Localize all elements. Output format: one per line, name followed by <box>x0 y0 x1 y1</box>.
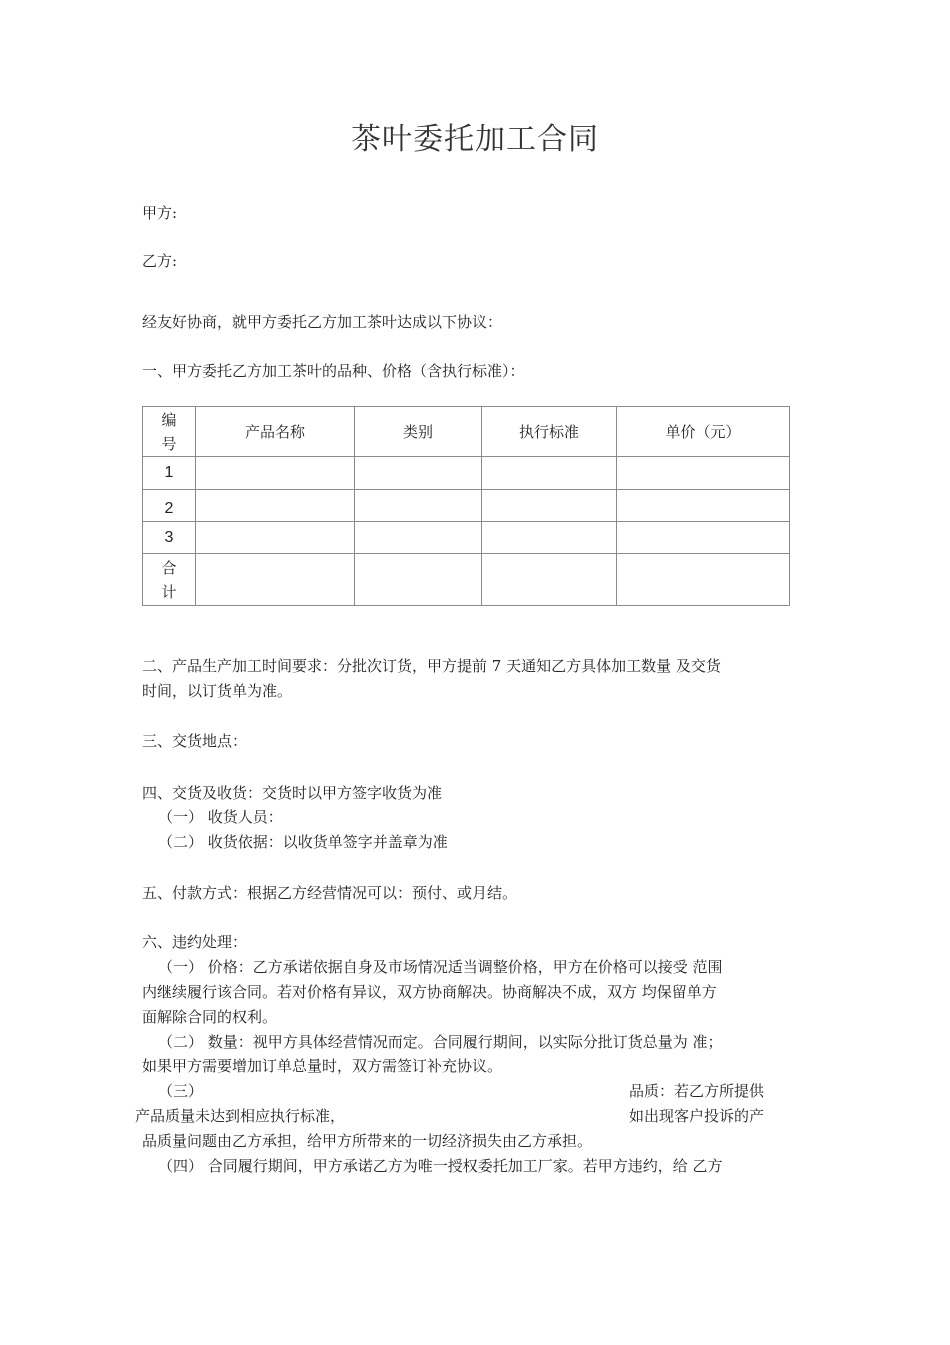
cell <box>196 522 355 554</box>
row-number: 2 <box>143 490 196 522</box>
document-title: 茶叶委托加工合同 <box>351 122 599 157</box>
cell <box>355 490 482 522</box>
table-total-row <box>143 554 790 606</box>
table-header-row <box>143 407 790 457</box>
section-6-item-3-line-2-left: 产品质量未达到相应执行标准， <box>135 1107 346 1125</box>
product-price-table <box>142 406 790 606</box>
table-row <box>143 490 790 522</box>
section-6-heading: 六、违约处理： <box>142 933 248 951</box>
cell <box>196 490 355 522</box>
cell <box>482 457 617 490</box>
cell <box>355 457 482 490</box>
party-b-label: 乙方: <box>142 252 178 270</box>
section-6-item-1-line-2: 内继续履行该合同。若对价格有异议，双方协商解决。协商解决不成，双方 均保留单方 <box>142 983 717 1001</box>
cell <box>196 554 355 606</box>
cell <box>617 490 790 522</box>
header-unit-price: 单价（元） <box>617 407 790 457</box>
header-standard: 执行标准 <box>482 407 617 457</box>
intro-paragraph: 经友好协商，就甲方委托乙方加工茶叶达成以下协议： <box>142 313 503 331</box>
table-row <box>143 457 790 490</box>
row-number: 1 <box>143 457 196 490</box>
cell <box>355 522 482 554</box>
cell <box>617 554 790 606</box>
section-6-item-4-line-1: （四） 合同履行期间，甲方承诺乙方为唯一授权委托加工厂家。若甲方违约，给 乙方 <box>158 1157 723 1175</box>
header-product-name: 产品名称 <box>196 407 355 457</box>
section-5-heading: 五、付款方式：根据乙方经营情况可以：预付、或月结。 <box>142 884 518 902</box>
section-6-item-1-line-1: （一） 价格：乙方承诺依据自身及市场情况适当调整价格，甲方在价格可以接受 范围 <box>158 958 723 976</box>
party-a-label: 甲方: <box>142 204 178 222</box>
cell <box>482 554 617 606</box>
section-4-item-2: （二） 收货依据：以收货单签字并盖章为准 <box>158 833 448 851</box>
cell <box>196 457 355 490</box>
section-6-item-3-left: （三） <box>158 1082 204 1100</box>
section-6-item-2-line-1: （二） 数量：视甲方具体经营情况而定。合同履行期间，以实际分批订货总量为 准； <box>158 1033 723 1051</box>
section-4-item-1: （一） 收货人员： <box>158 808 283 826</box>
header-number: 编号 <box>143 407 196 457</box>
cell <box>482 522 617 554</box>
section-2-line-1: 二、产品生产加工时间要求：分批次订货，甲方提前 7 天通知乙方具体加工数量 及交货 <box>142 657 721 675</box>
section-6-item-2-line-2: 如果甲方需要增加订单总量时，双方需签订补充协议。 <box>142 1057 503 1075</box>
cell <box>617 457 790 490</box>
section-6-item-3-line-3: 品质量问题由乙方承担，给甲方所带来的一切经济损失由乙方承担。 <box>142 1132 593 1150</box>
section-2-line-2: 时间，以订货单为准。 <box>142 682 293 700</box>
section-6-item-3-right: 品质：若乙方所提供 <box>629 1082 765 1100</box>
section-3-heading: 三、交货地点： <box>142 732 248 750</box>
row-number: 3 <box>143 522 196 554</box>
cell <box>617 522 790 554</box>
cell <box>482 490 617 522</box>
row-total-label: 合计 <box>143 554 196 606</box>
cell <box>355 554 482 606</box>
section-6-item-1-line-3: 面解除合同的权利。 <box>142 1008 278 1026</box>
header-category: 类别 <box>355 407 482 457</box>
section-1-heading: 一、甲方委托乙方加工茶叶的品种、价格（含执行标准）： <box>142 362 525 380</box>
table-row <box>143 522 790 554</box>
section-6-item-3-line-2-right: 如出现客户投诉的产 <box>629 1107 765 1125</box>
section-4-heading: 四、交货及收货：交货时以甲方签字收货为准 <box>142 784 443 802</box>
